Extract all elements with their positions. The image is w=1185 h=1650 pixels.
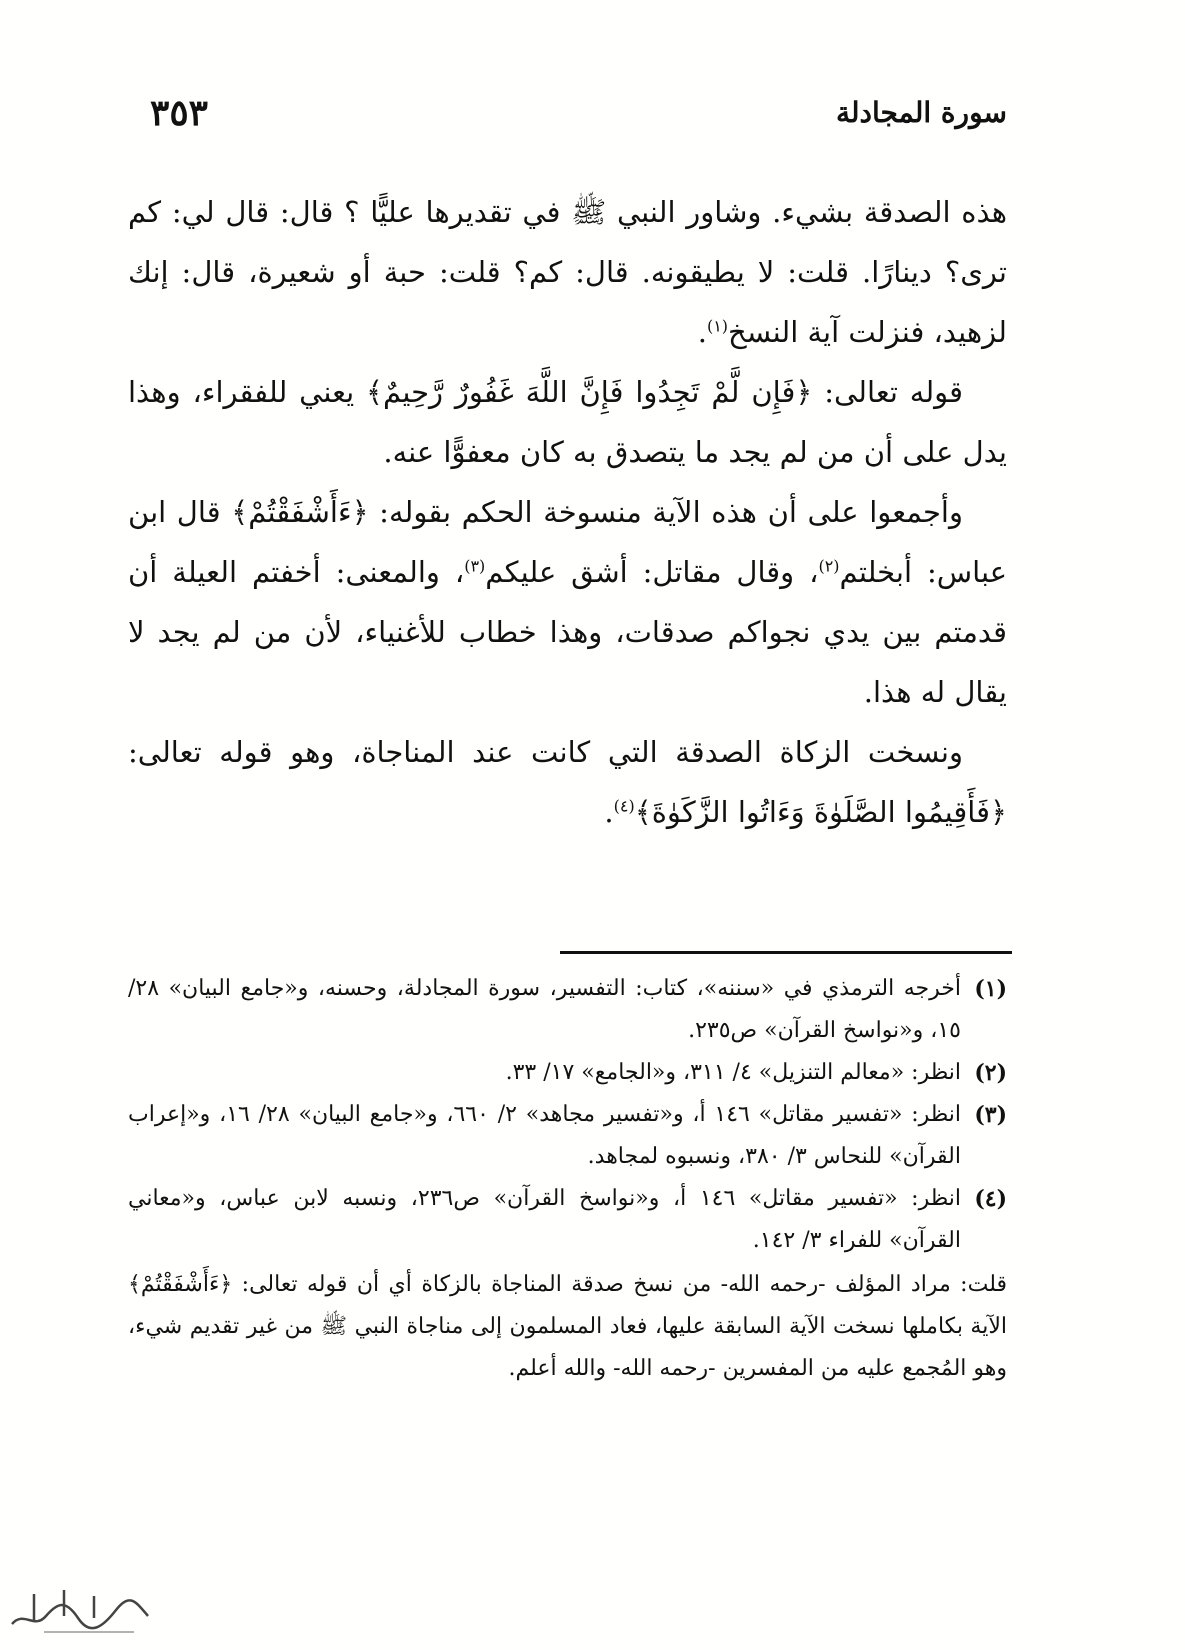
main-text (128, 182, 1007, 842)
footnote-text: انظر: «تفسير مقاتل» ١٤٦ أ، و«تفسير مجاهد» ٢/ ٦٦٠، و«جامع البيان» ٢٨/ ١٦، و«إعراب القرآن» للنحاس ٣/ ٣٨٠، ونسبوه لمجاهد. (128, 1102, 962, 1169)
paragraph-2: قوله تعالى: ﴿فَإِن لَّمْ تَجِدُوا فَإِنَّ اللَّهَ غَفُورٌ رَّحِيمٌ﴾ يعني للفقراء، وهذا يدل على أن من لم يجد ما يتصدق به كان معفوًّا عنه. (128, 375, 1007, 469)
paragraph-4: ونسخت الزكاة الصدقة التي كانت عند المناجاة، وهو قوله تعالى: ﴿فَأَقِيمُوا الصَّلَوٰةَ وَءَاتُوا الزَّكَوٰةَ﴾$^{(٤)}$. (128, 735, 1007, 829)
editor-note: قلت: مراد المؤلف -رحمه الله- من نسخ صدقة المناجاة بالزكاة أي أن قوله تعالى: ﴿ءَأَشْفَقْتُمْ﴾ الآية بكاملها نسخت الآية السابقة عليها، فعاد المسلمون إلى مناجاة النبي ﷺ من غير تقديم شيء، وهو المُجمع عليه من المفسرين -رحمه الله- والله أعلم. (128, 1272, 1007, 1381)
page-number: ٣٥٣ (150, 92, 209, 134)
footnote-divider (560, 951, 1012, 954)
footnote-2 (128, 1052, 1007, 1094)
paragraph-3: وأجمعوا على أن هذه الآية منسوخة الحكم بقوله: ﴿ءَأَشْفَقْتُمْ﴾ قال ابن عباس: أبخلتم$^{(٢)}$، وقال مقاتل: أشق عليكم$^{(٣)}$، والمعنى: أخفتم العيلة أن قدمتم بين يدي نجواكم صدقات، وهذا خطاب للأغنياء، لأن من لم يجد لا يقال له هذا. (128, 495, 1008, 709)
footnote-ref-3: (٣) (464, 556, 486, 576)
footnote-4 (128, 1178, 1007, 1262)
publisher-logo (4, 1580, 154, 1636)
quran-verse: ﴿ءَأَشْفَقْتُمْ﴾ (231, 495, 369, 529)
footnote-ref-2: (٢) (818, 556, 840, 576)
footnotes (128, 968, 1007, 1390)
footnote-ref-1: (١) (706, 316, 729, 336)
surah-title: سورة المجادلة (836, 96, 1007, 129)
quran-verse: ﴿فَإِن لَّمْ تَجِدُوا فَإِنَّ اللَّهَ غَفُورٌ رَّحِيمٌ﴾ (366, 375, 813, 409)
footnote-text: انظر: «تفسير مقاتل» ١٤٦ أ، و«نواسخ القرآن» ص٢٣٦، ونسبه لابن عباس، و«معاني القرآن» للفراء ٣/ ١٤٢. (128, 1186, 961, 1253)
footnote-text: أخرجه الترمذي في «سننه»، كتاب: التفسير، سورة المجادلة، وحسنه، و«جامع البيان» ٢٨/ ١٥، و«نواسخ القرآن» ص٢٣٥. (128, 976, 961, 1043)
quran-verse: ﴿فَأَقِيمُوا الصَّلَوٰةَ وَءَاتُوا الزَّكَوٰةَ﴾ (634, 795, 1007, 829)
footnote-ref-4: (٤) (613, 796, 635, 816)
footnote-text: انظر: «معالم التنزيل» ٤/ ٣١١، و«الجامع» ١٧/ ٣٣. (505, 1060, 961, 1085)
footnote-number: (٣) (974, 1102, 1007, 1128)
footnote-number: (١) (974, 976, 1007, 1002)
footnote-number: (٤) (974, 1186, 1007, 1212)
footnote-3 (128, 1094, 1007, 1178)
page-header (150, 92, 1007, 140)
footnote-number: (٢) (974, 1060, 1007, 1086)
footnote-1 (128, 968, 1007, 1052)
paragraph-1: هذه الصدقة بشيء. وشاور النبي ﷺ في تقديرها عليًّا ؟ قال: قال لي: كم ترى؟ دينارًا. قلت: لا يطيقونه. قال: كم؟ قلت: حبة أو شعيرة، قال: إنك لزهيد، فنزلت آية النسخ$^{(١)}$. (128, 195, 1007, 349)
quran-verse: ﴿ءَأَشْفَقْتُمْ﴾ (128, 1272, 233, 1297)
